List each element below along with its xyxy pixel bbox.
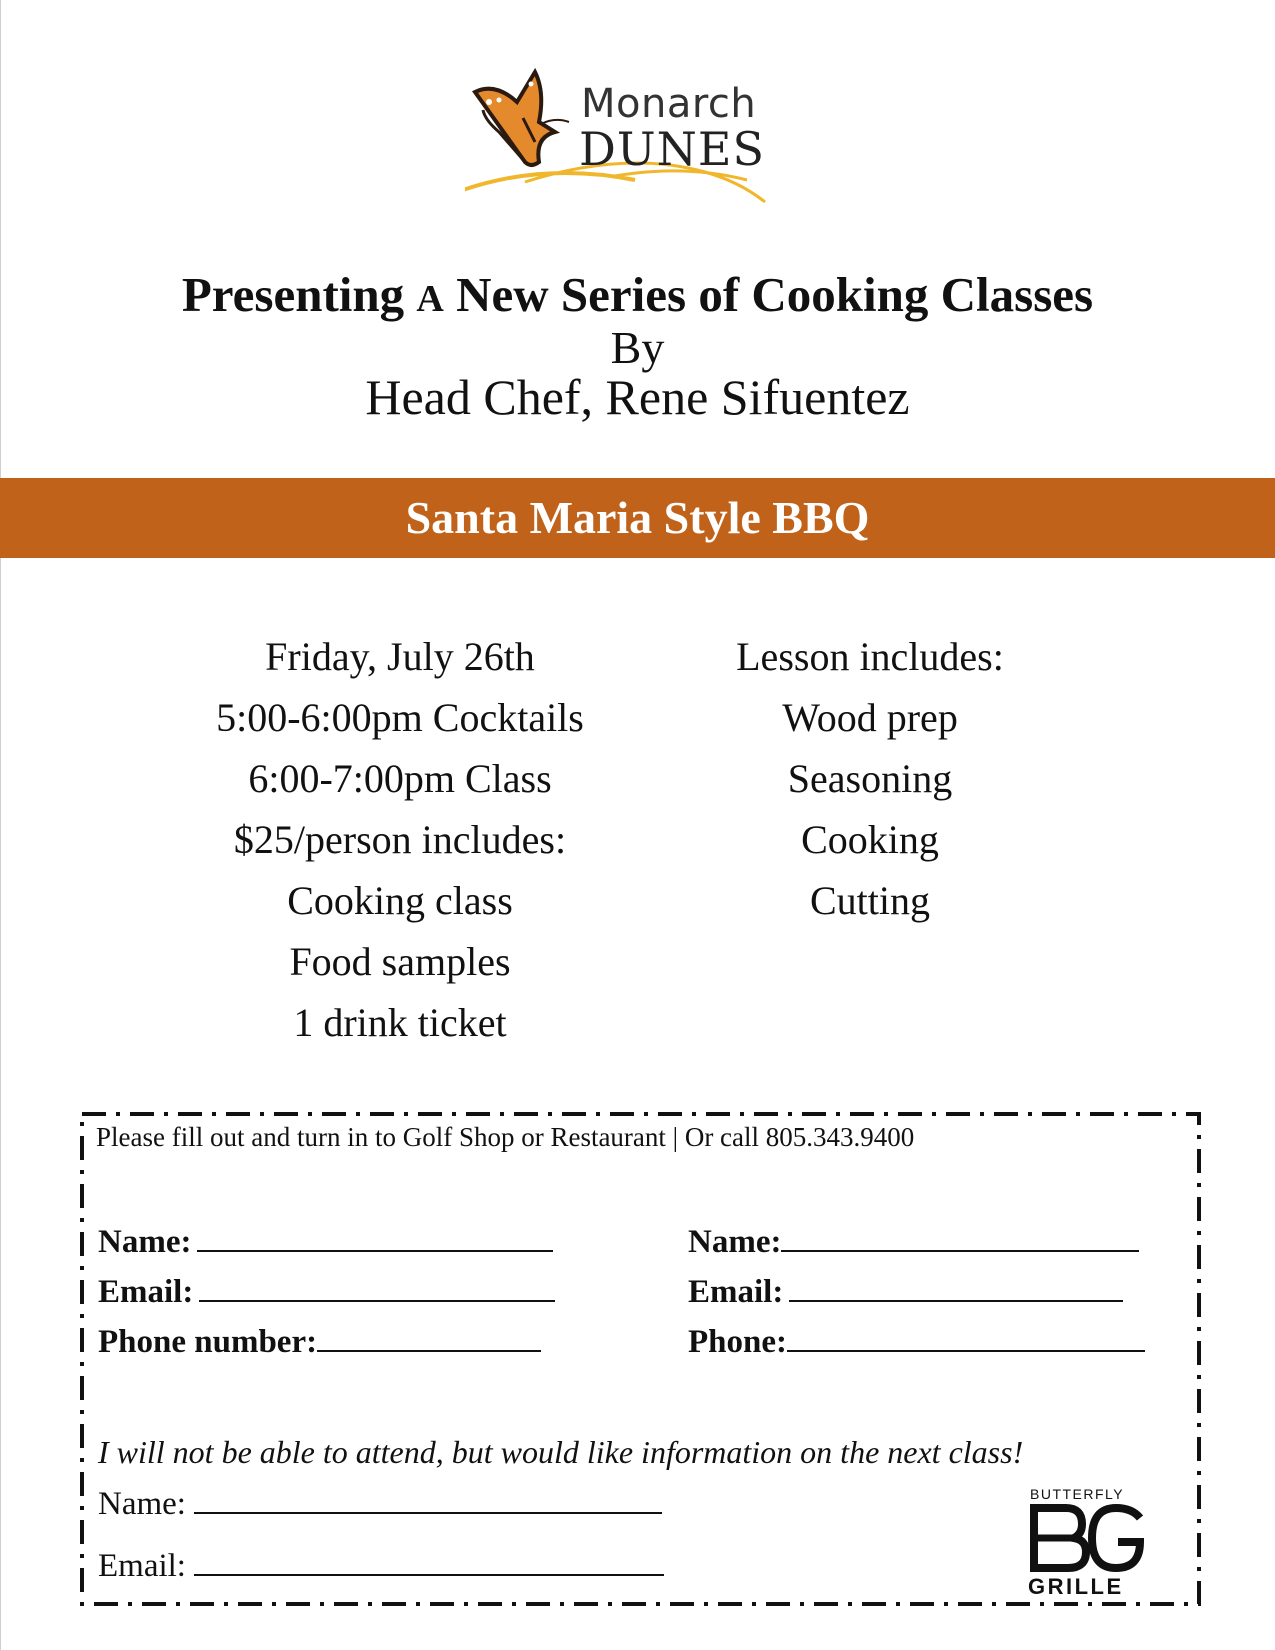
title-part-2: New Series of Cooking Classes	[443, 267, 1094, 322]
info-name-field[interactable]	[98, 1484, 662, 1523]
phone-label: Phone number:	[98, 1324, 318, 1360]
name-input-line[interactable]	[194, 1484, 662, 1514]
by-line: By	[610, 322, 665, 373]
logo-text-monarch: Monarch	[581, 81, 757, 127]
email-field-2[interactable]	[688, 1272, 1123, 1311]
page-edge	[0, 0, 1, 1650]
lesson-item: Wood prep	[782, 695, 958, 740]
bg-logo-top: BUTTERFLY	[1030, 1486, 1125, 1502]
page-title	[0, 267, 1275, 322]
includes-item: 1 drink ticket	[293, 1000, 507, 1045]
event-details	[170, 626, 630, 1053]
butterfly-grille-logo	[1028, 1486, 1168, 1599]
class-time: 6:00-7:00pm Class	[248, 756, 552, 801]
lesson-heading: Lesson includes:	[736, 634, 1004, 679]
email-input-line[interactable]	[194, 1546, 664, 1576]
chef-name: Head Chef, Rene Sifuentez	[365, 369, 910, 425]
title-part-1: Presenting	[181, 267, 417, 322]
phone-label: Phone:	[688, 1324, 787, 1360]
registration-form	[80, 1112, 1201, 1606]
info-email-field[interactable]	[98, 1546, 664, 1585]
class-banner	[0, 478, 1275, 558]
price: $25/person includes:	[233, 817, 567, 862]
name-field-2[interactable]	[688, 1222, 1139, 1261]
email-label: Email:	[98, 1548, 186, 1584]
phone-input-line[interactable]	[787, 1322, 1145, 1352]
email-label: Email:	[98, 1274, 194, 1310]
lesson-item: Cooking	[801, 817, 939, 862]
email-label: Email:	[688, 1274, 784, 1310]
monarch-dunes-logo	[465, 62, 805, 227]
name-label: Name:	[688, 1224, 782, 1260]
name-input-line[interactable]	[781, 1222, 1139, 1252]
name-input-line[interactable]	[197, 1222, 553, 1252]
email-input-line[interactable]	[789, 1272, 1123, 1302]
title-a: A	[416, 278, 444, 320]
name-label: Name:	[98, 1486, 186, 1522]
lesson-details	[700, 626, 1040, 931]
includes-item: Cooking class	[287, 878, 513, 923]
form-instruction: Please fill out and turn in to Golf Shop or Restaurant | Or call 805.343.9400	[96, 1122, 915, 1152]
phone-field-2[interactable]	[688, 1322, 1145, 1361]
includes-item: Food samples	[289, 939, 511, 984]
name-field-1[interactable]	[98, 1222, 553, 1261]
event-date: Friday, July 26th	[265, 634, 535, 679]
lesson-item: Cutting	[809, 878, 931, 923]
bg-monogram	[1028, 1504, 1148, 1572]
lesson-item: Seasoning	[787, 756, 953, 801]
email-input-line[interactable]	[199, 1272, 555, 1302]
class-title: Santa Maria Style BBQ	[405, 492, 870, 543]
bg-logo-bottom: GRILLE	[1028, 1574, 1124, 1599]
name-label: Name:	[98, 1224, 192, 1260]
cocktails-time: 5:00-6:00pm Cocktails	[216, 695, 584, 740]
logo-text-dunes: DUNES	[579, 122, 765, 176]
email-field-1[interactable]	[98, 1272, 555, 1311]
future-class-note: I will not be able to attend, but would like information on the next class!	[98, 1434, 1024, 1470]
phone-field-1[interactable]	[98, 1322, 541, 1361]
phone-input-line[interactable]	[317, 1322, 541, 1352]
